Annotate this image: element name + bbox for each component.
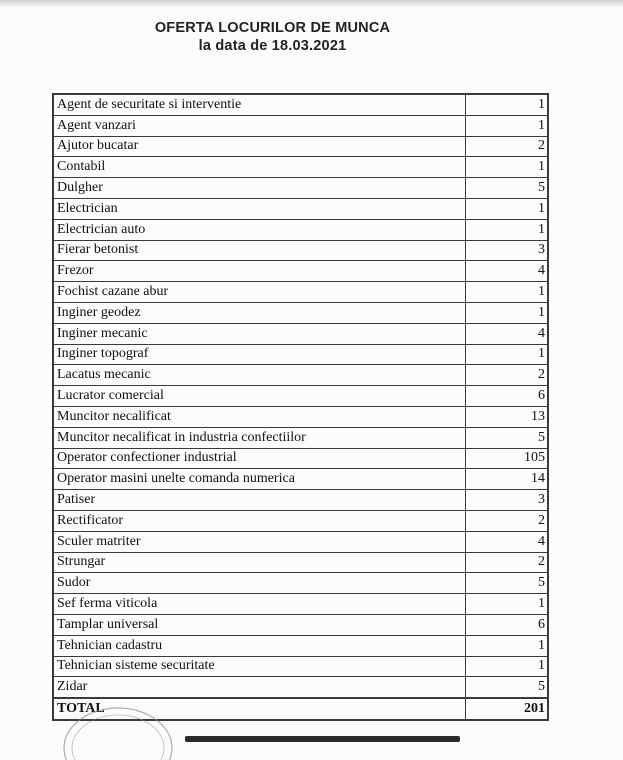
table-row bbox=[53, 469, 548, 490]
total-label: TOTAL bbox=[53, 698, 466, 720]
job-title-cell: Dulgher bbox=[53, 178, 466, 199]
table-row bbox=[53, 178, 548, 199]
page-top-edge bbox=[0, 0, 623, 8]
job-title-cell: Strungar bbox=[53, 552, 466, 573]
table-row bbox=[53, 198, 548, 219]
job-title-cell: Zidar bbox=[53, 677, 466, 698]
job-title-cell: Patiser bbox=[53, 490, 466, 511]
table-row bbox=[53, 552, 548, 573]
job-title-cell: Electrician auto bbox=[53, 219, 466, 240]
job-title-cell: Contabil bbox=[53, 157, 466, 178]
table-row bbox=[53, 136, 548, 157]
job-title-cell: Sculer matriter bbox=[53, 531, 466, 552]
table-row bbox=[53, 490, 548, 511]
job-count-cell: 1 bbox=[466, 157, 549, 178]
job-title-cell: Rectificator bbox=[53, 510, 466, 531]
job-title-cell: Fochist cazane abur bbox=[53, 282, 466, 303]
job-title-cell: Tamplar universal bbox=[53, 614, 466, 635]
job-title-cell: Inginer topograf bbox=[53, 344, 466, 365]
job-title-cell: Sef ferma viticola bbox=[53, 594, 466, 615]
job-title-cell: Muncitor necalificat bbox=[53, 406, 466, 427]
table-row bbox=[53, 614, 548, 635]
job-count-cell: 4 bbox=[466, 261, 549, 282]
job-count-cell: 6 bbox=[466, 614, 549, 635]
job-title-cell: Frezor bbox=[53, 261, 466, 282]
job-count-cell: 1 bbox=[466, 198, 549, 219]
table-row bbox=[53, 365, 548, 386]
job-title-cell: Lacatus mecanic bbox=[53, 365, 466, 386]
job-count-cell: 13 bbox=[466, 406, 549, 427]
job-count-cell: 1 bbox=[466, 282, 549, 303]
table-row bbox=[53, 261, 548, 282]
job-title-cell: Tehnician cadastru bbox=[53, 635, 466, 656]
table-row bbox=[53, 282, 548, 303]
job-count-cell: 2 bbox=[466, 510, 549, 531]
table-row bbox=[53, 323, 548, 344]
table-row bbox=[53, 94, 548, 115]
job-title-cell: Electrician bbox=[53, 198, 466, 219]
job-count-cell: 1 bbox=[466, 219, 549, 240]
table-row bbox=[53, 635, 548, 656]
table-row bbox=[53, 510, 548, 531]
job-title-cell: Operator confectioner industrial bbox=[53, 448, 466, 469]
job-title-cell: Inginer mecanic bbox=[53, 323, 466, 344]
job-count-cell: 1 bbox=[466, 656, 549, 677]
job-title-cell: Tehnician sisteme securitate bbox=[53, 656, 466, 677]
job-count-cell: 5 bbox=[466, 178, 549, 199]
table-row bbox=[53, 677, 548, 698]
job-count-cell: 6 bbox=[466, 386, 549, 407]
job-title-cell: Agent de securitate si interventie bbox=[53, 94, 466, 115]
table-row bbox=[53, 594, 548, 615]
job-count-cell: 5 bbox=[466, 573, 549, 594]
table-row bbox=[53, 344, 548, 365]
job-count-cell: 4 bbox=[466, 323, 549, 344]
job-count-cell: 1 bbox=[466, 302, 549, 323]
table-row bbox=[53, 115, 548, 136]
job-count-cell: 1 bbox=[466, 94, 549, 115]
viewer-scrollbar[interactable] bbox=[185, 736, 460, 742]
job-count-cell: 2 bbox=[466, 365, 549, 386]
table-row bbox=[53, 656, 548, 677]
job-count-cell: 1 bbox=[466, 635, 549, 656]
job-title-cell: Inginer geodez bbox=[53, 302, 466, 323]
table-row bbox=[53, 240, 548, 261]
table-row bbox=[53, 448, 548, 469]
job-count-cell: 5 bbox=[466, 427, 549, 448]
job-title-cell: Lucrator comercial bbox=[53, 386, 466, 407]
job-count-cell: 1 bbox=[466, 594, 549, 615]
job-count-cell: 4 bbox=[466, 531, 549, 552]
job-count-cell: 3 bbox=[466, 490, 549, 511]
job-title-cell: Ajutor bucatar bbox=[53, 136, 466, 157]
job-count-cell: 2 bbox=[466, 552, 549, 573]
job-count-cell: 1 bbox=[466, 344, 549, 365]
job-title-cell: Muncitor necalificat in industria confectiilor bbox=[53, 427, 466, 448]
job-count-cell: 5 bbox=[466, 677, 549, 698]
table-row bbox=[53, 531, 548, 552]
total-row bbox=[53, 698, 548, 720]
job-title-cell: Agent vanzari bbox=[53, 115, 466, 136]
job-count-cell: 1 bbox=[466, 115, 549, 136]
total-value: 201 bbox=[466, 698, 549, 720]
job-title-cell: Sudor bbox=[53, 573, 466, 594]
table-row bbox=[53, 427, 548, 448]
job-title-cell: Fierar betonist bbox=[53, 240, 466, 261]
document-title: OFERTA LOCURILOR DE MUNCA bbox=[154, 20, 391, 36]
table-row bbox=[53, 219, 548, 240]
job-count-cell: 3 bbox=[466, 240, 549, 261]
document-date: la data de 18.03.2021 bbox=[198, 38, 347, 54]
table-row bbox=[53, 573, 548, 594]
jobs-table bbox=[52, 93, 549, 721]
table-row bbox=[53, 302, 548, 323]
table-row bbox=[53, 386, 548, 407]
job-count-cell: 105 bbox=[466, 448, 549, 469]
table-row bbox=[53, 157, 548, 178]
table-row bbox=[53, 406, 548, 427]
job-title-cell: Operator masini unelte comanda numerica bbox=[53, 469, 466, 490]
job-count-cell: 2 bbox=[466, 136, 549, 157]
job-count-cell: 14 bbox=[466, 469, 549, 490]
